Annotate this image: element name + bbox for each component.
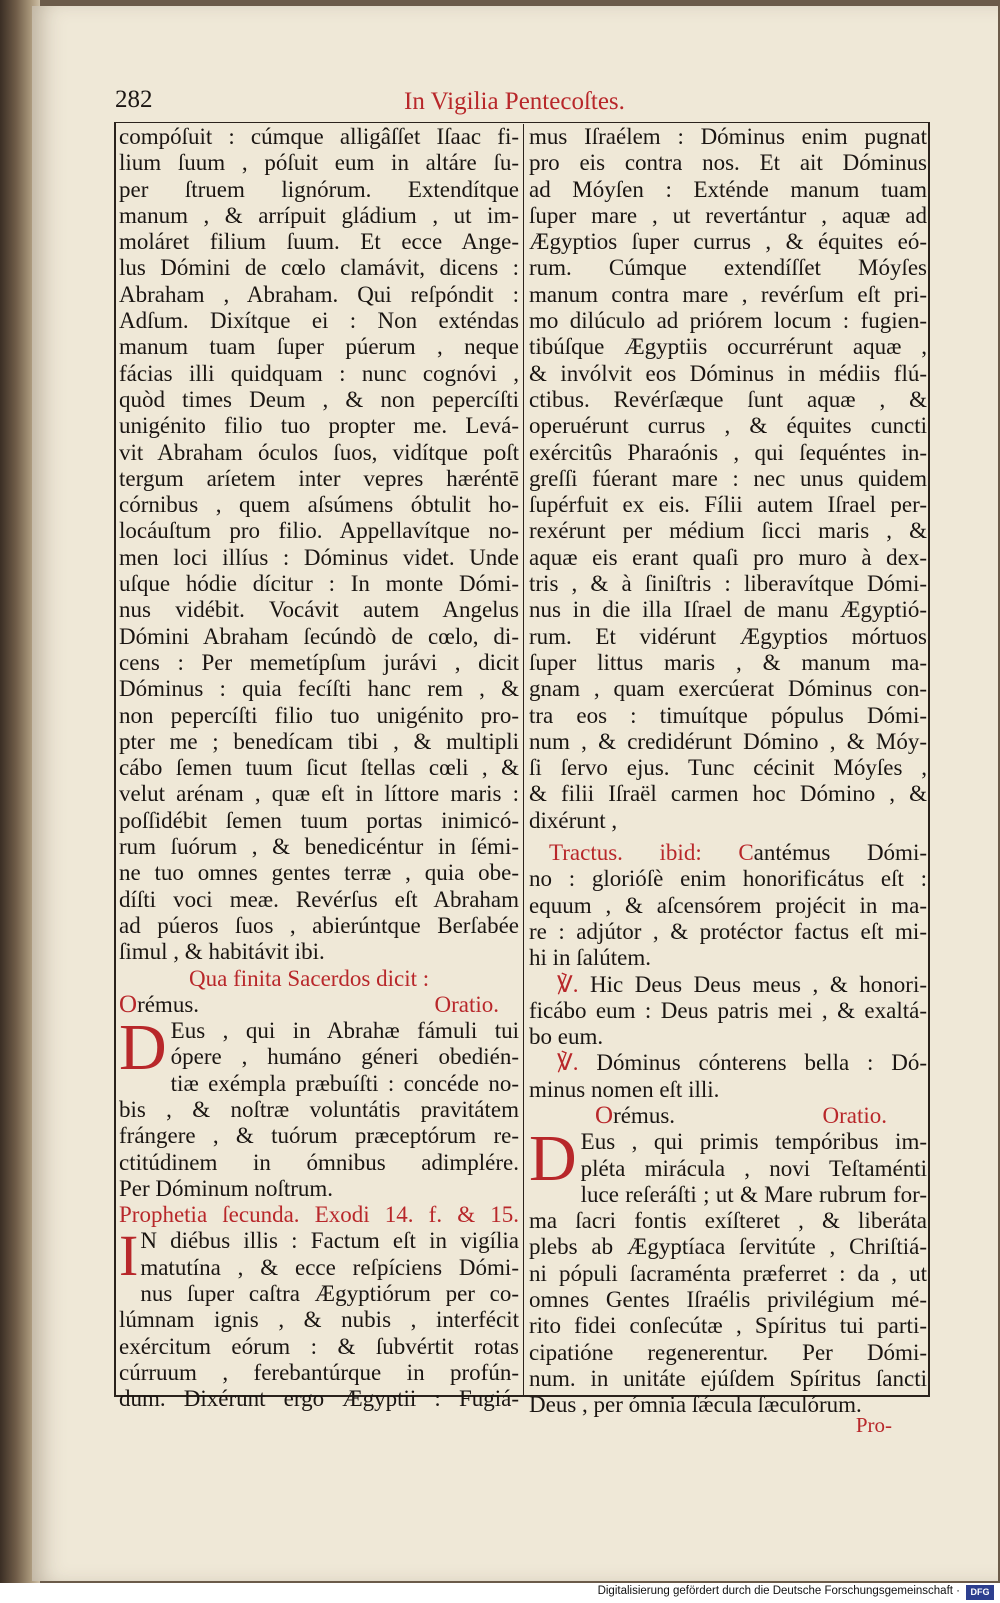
text-line: ni pópuli ſacraménta præferret : da , ut [529,1260,927,1286]
text-line: Ægyptios ſuper currus , & équites eó- [529,229,927,255]
right-prayer [529,1122,927,1418]
versicle-1-first-line: Hic Deus Deus meus , & honori- [590,971,927,997]
text-line: nus ſuper caſtra Ægyptiórum per co- [140,1281,519,1307]
text-line: manum tuam ſuper púerum , neque [119,334,519,360]
text-line: Eus , qui in Abrahæ fámuli tui [170,1018,519,1044]
text-line: pter me ; benedícam tibi , & multipli [119,728,519,754]
text-line: plebs ab Ægyptíaca ſervitúte , Chriſtiá- [529,1234,927,1260]
text-line: no : glorióſè enim honorificátus eſt : [529,866,927,892]
oremus-line: Orémus. Oratio. [595,1101,887,1129]
versicle-sign: ℣. [557,1050,579,1076]
tract-text [529,866,927,971]
text-line: Dóminus : quia fecíſti hanc rem , & [119,676,519,702]
text-line: tra eos : timuítque pópulus Dómi- [529,702,927,728]
tract-label: Tractus. ibid: [549,840,702,866]
text-line: ma ſacri fontis exíſteret , & liberáta [529,1208,927,1234]
oremus-line: Orémus. Oratio. [119,990,499,1018]
text-line: equum , & aſcensórem projécit in ma- [529,892,927,918]
text-line: uſque hódie dícitur : In monte Dómi- [119,571,519,597]
text-line: lium ſuum , póſuit eum in altáre ſu- [119,150,519,176]
text-line: exércitûs Pharaónis , qui ſequéntes in- [529,439,927,465]
text-line: aquæ eis erant quaſi pro muro à dex- [529,544,927,570]
text-line: num , & credidérunt Dómino , & Móy- [529,728,927,754]
text-line: tiæ exémpla præbuíſti : concéde no- [170,1070,519,1096]
text-line: re : adjútor , & protéctor factus eſt mi- [529,918,927,944]
rubric-prophetia-secunda: Prophetia ſecunda. Exodi 14. f. & 15. [119,1202,519,1228]
footer-credit: Digitalisierung gefördert durch die Deutsche Forschungsgemeinschaft · [597,1585,960,1597]
text-line: bis , & noſtræ voluntátis pravitátem [119,1096,519,1122]
text-line: per ſtruem lignórum. Extendítque [119,176,519,202]
drop-initial-d: D [529,1122,577,1196]
text-line: Adſum. Dixítque ei : Non exténdas [119,308,519,334]
text-line: ctitúdinem in ómnibus adimplére. [119,1149,519,1175]
text-line: cábo ſemen tuum ſicut ſtellas cœli , & [119,755,519,781]
text-line: vit Abraham óculos ſuos, vidítque poſt [119,439,519,465]
text-line: ne tuo omnes gentes terræ , quia obe- [119,860,519,886]
text-line: cens : Per memetípſum jurávi , dicit [119,649,519,675]
tract-initial: C [738,840,754,866]
text-line: omnes Gentes Iſraélis privilégium mé- [529,1287,927,1313]
text-line: ad Móyſen : Exténde manum tuam [529,176,927,202]
right-column [529,124,927,1419]
text-line: frángere , & tuórum præceptórum re- [119,1123,519,1149]
text-line: ſuper mare , ut revertántur , aquæ ad [529,202,927,228]
text-line: mo dilúculo ad priórem locum : fugien- [529,308,927,334]
text-line: nus vidébit. Vocávit autem Angelus [119,597,519,623]
oratio-label: Oratio. [822,1102,887,1128]
text-line: díſti voci meæ. Revérſus eſt Abraham [119,886,519,912]
dfg-logo: DFG [966,1585,994,1600]
left-prayer [119,1011,519,1202]
text-line: compóſuit : cúmque alligâſſet Iſaac fi- [119,124,519,149]
drop-initial-i: I [119,1223,139,1289]
text-line: ad púeros ſuos , abierúntque Berſabée [119,912,519,938]
versicle-sign: ℣. [557,971,579,997]
text-line: poſſidébit ſemen tuum portas inimicó- [119,807,519,833]
text-line: tris , & à ſiniſtris : liberavítque Dómi- [529,571,927,597]
text-line: ctibus. Revérſæque ſunt aquæ , & [529,386,927,412]
versicle-1 [529,972,927,1051]
right-text-block [529,124,927,834]
text-line: pléta mirácula , novi Teſtaménti [580,1155,927,1181]
text-line: ficábo eum : Deus patris mei , & exaltá- [529,997,927,1023]
text-line: córnibus , quem aſsúmens óbtulit ho- [119,492,519,518]
oremus-label: rémus. [137,991,200,1017]
text-line: operuérunt currus , & équites cuncti [529,413,927,439]
text-line: mus Iſraélem : Dóminus enim pugnat [529,124,927,149]
text-line: num. in unitáte ejúſdem Spíritus ſancti [529,1365,927,1391]
text-line: Per Dóminum noſtrum. [119,1175,334,1201]
text-line: rum ſuórum , & benedicéntur in ſémi- [119,834,519,860]
text-line: bo eum. [529,1024,604,1050]
text-line: manum contra mare , revérſum eſt pri- [529,281,927,307]
text-line: & invólvit eos Dóminus in médiis flú- [529,360,927,386]
text-line: ópere , humáno géneri obedién- [170,1044,519,1070]
text-line: tergum aríetem inter vepres hæréntē [119,465,519,491]
text-line: velut arénam , quæ eſt in líttore maris : [119,781,519,807]
text-line: ſupérfuit ex eis. Fílii autem Iſrael per- [529,492,927,518]
tract-line [529,840,927,866]
text-line: locáuſtum pro filio. Appellavítque no- [119,518,519,544]
versicle-2 [529,1050,927,1103]
text-line: cúrruum , ferebantúrque in profún- [119,1359,519,1385]
text-line: manum , & arrípuit gládium , ut im- [119,202,519,228]
text-line: lúmnam ignis , & nubis , interfécit [119,1307,519,1333]
left-prophecy [119,1223,519,1412]
text-line: unigénito filio tuo propter me. Levá- [119,413,519,439]
text-line: ſi ſervo ejus. Tunc cécinit Móyſes , [529,755,927,781]
text-line: dum. Dixérunt ergo Ægyptii : Fugiá- [119,1386,519,1412]
drop-initial-d: D [119,1011,167,1085]
text-line: moláret filium ſuum. Et ecce Ange- [119,229,519,255]
text-line: luce reſeráſti ; ut & Mare rubrum for- [580,1181,927,1207]
text-line: minus nomen eſt illi. [529,1076,720,1102]
text-line: men loci illíus : Dóminus videt. Unde [119,544,519,570]
left-column [119,124,519,1413]
text-line: rito fidei conſecútæ , Spíritus tui parti- [529,1313,927,1339]
text-line: rexérunt per médium ſicci maris , & [529,518,927,544]
text-line: matutína , & ecce reſpíciens Dómi- [140,1254,519,1280]
text-line: N diébus illis : Factum eſt in vigília [140,1228,519,1254]
tract-first-line: antémus Dómi- [753,840,927,866]
text-line: quòd times Deum , & non pepercíſti [119,386,519,412]
catchword: Pro- [855,1413,892,1437]
text-line: nus in die illa Iſrael de manu Ægyptió- [529,597,927,623]
text-line: rum. Et vidérunt Ægyptios mórtuos [529,623,927,649]
column-rule [523,124,524,1396]
text-line: gnam , quam exercúerat Dóminus con- [529,676,927,702]
text-line: fácias illi quidquam : nunc cognóvi , [119,360,519,386]
text-line: dixérunt , [529,807,618,833]
text-line: greſſi fúerant mare : nec unus quidem [529,465,927,491]
text-line: pro eis contra nos. Et ait Dóminus [529,150,927,176]
text-line: Deus , per ómnia ſǽcula ſæculórum. [529,1392,862,1418]
text-line: rum. Cúmque extendíſſet Móyſes [529,255,927,281]
footer-bar [0,1583,1000,1603]
oratio-label: Oratio. [434,991,499,1017]
text-line: exércitum eórum : & ſubvértit rotas [119,1333,519,1359]
text-line: hi in ſalútem. [529,945,652,971]
text-line: Abraham , Abraham. Qui reſpóndit : [119,281,519,307]
text-line: Eus , qui primis tempóribus im- [580,1129,927,1155]
text-line: Dómini Abraham ſecúndò de cœlo, di- [119,623,519,649]
oremus-label: rémus. [613,1102,676,1128]
running-title: In Vigilia Pentecoſtes. [404,88,625,115]
text-line: cipatióne regenerentur. Per Dómi- [529,1339,927,1365]
text-line: tibúſque Ægyptiis occurrérunt aquæ , [529,334,927,360]
rubric-qua-finita: Qua finita Sacerdos dicit : [189,965,430,991]
versicle-2-first-line: Dóminus cónterens bella : Dó- [596,1050,928,1076]
text-line: & filii Iſraël carmen hoc Dómino , & [529,781,927,807]
page-number: 282 [115,86,153,113]
text-line: lus Dómini de cœlo clamávit, dicens : [119,255,519,281]
text-line: ſimul , & habitávit ibi. [119,939,325,965]
left-text-block [119,124,519,966]
text-line: non pepercíſti filio tuo unigénito pro- [119,702,519,728]
text-line: ſuper littus maris , & manum ma- [529,649,927,675]
